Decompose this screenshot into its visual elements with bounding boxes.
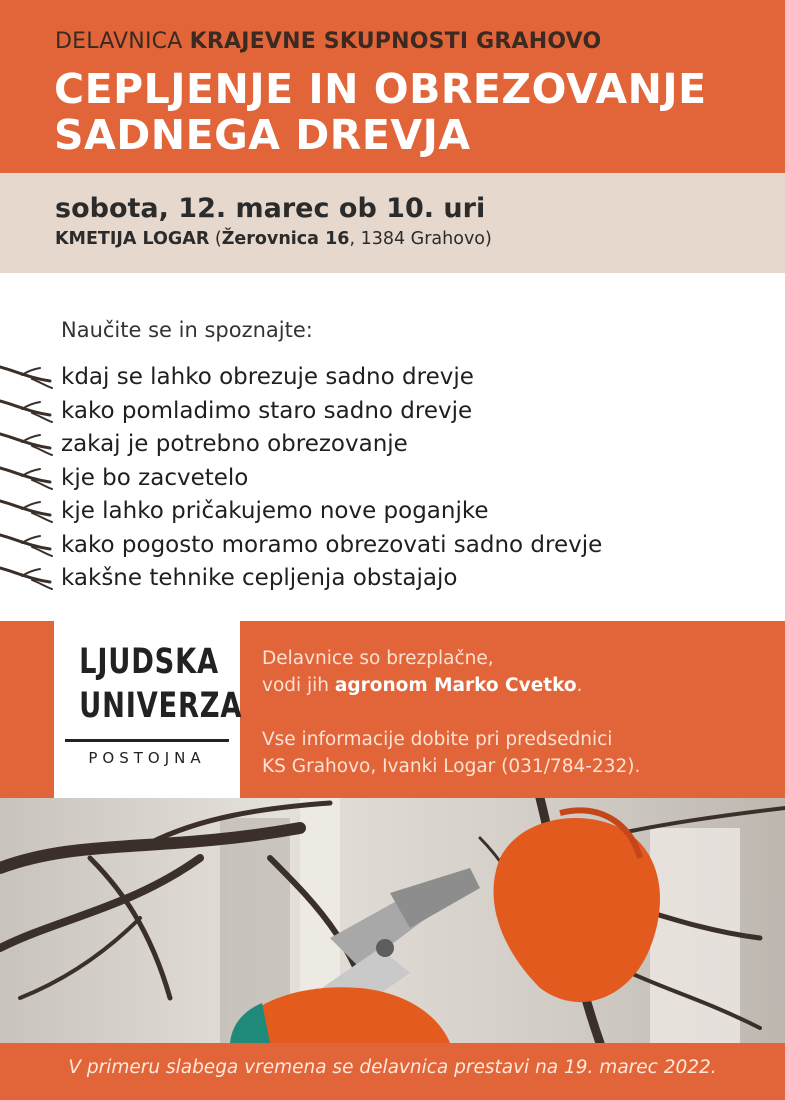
header-banner xyxy=(0,0,785,173)
learn-item-text: kako pomladimo staro sadno drevje xyxy=(61,397,473,424)
pruning-shears-photo xyxy=(0,798,785,1043)
branch-icon xyxy=(0,530,56,558)
logo-line-2: UNIVERZA xyxy=(79,686,243,726)
learn-item-text: kdaj se lahko obrezuje sadno drevje xyxy=(61,364,474,390)
branch-icon xyxy=(0,429,56,457)
venue-name: KMETIJA LOGAR xyxy=(55,229,210,249)
footer-band xyxy=(0,1043,785,1100)
street-address: Žerovnica 16 xyxy=(221,229,350,249)
photo-illustration xyxy=(0,798,785,1043)
info-leader-name: agronom Marko Cvetko xyxy=(334,675,577,696)
logo-line-1: LJUDSKA xyxy=(79,642,219,682)
info-contact-2: KS Grahovo, Ivanki Logar (031/784-232). xyxy=(262,756,641,777)
info-leader-post: . xyxy=(576,675,583,696)
date-band xyxy=(0,173,785,273)
branch-icon xyxy=(0,496,56,524)
page-title xyxy=(54,66,774,158)
info-free: Delavnice so brezplačne, xyxy=(262,648,494,669)
workshop-organizer xyxy=(55,29,601,54)
pre-title-organizer: KRAJEVNE SKUPNOSTI GRAHOVO xyxy=(189,29,602,54)
address-open: ( xyxy=(209,229,222,249)
list-item xyxy=(0,496,785,530)
weather-note: V primeru slabega vremena se delavnica prestavi na 19. marec 2022. xyxy=(68,1057,717,1078)
list-item xyxy=(0,530,785,564)
list-item xyxy=(0,362,785,396)
info-band xyxy=(0,621,785,798)
info-leader-pre: vodi jih xyxy=(262,675,335,696)
learn-item-text: kakšne tehnike cepljenja obstajajo xyxy=(61,565,458,591)
branch-icon xyxy=(0,563,56,591)
info-gap xyxy=(262,699,640,726)
branch-icon xyxy=(0,362,56,390)
branch-icon xyxy=(0,463,56,491)
ljudska-univerza-logo xyxy=(54,621,243,798)
list-item xyxy=(0,396,785,430)
logo-subtitle: POSTOJNA xyxy=(88,749,206,767)
branch-icon xyxy=(0,396,56,424)
list-item xyxy=(0,463,785,497)
list-item xyxy=(0,429,785,463)
event-place xyxy=(55,229,492,249)
learn-item-text: zakaj je potrebno obrezovanje xyxy=(61,431,408,457)
event-date: sobota, 12. marec ob 10. uri xyxy=(55,193,486,224)
info-text xyxy=(262,645,640,780)
learn-item-text: kako pogosto moramo obrezovati sadno drevje xyxy=(61,531,603,558)
learn-intro: Naučite se in spoznajte: xyxy=(61,318,313,342)
info-leader xyxy=(262,672,640,699)
postal-address: , 1384 Grahovo) xyxy=(349,229,492,249)
learn-list xyxy=(0,362,785,597)
list-item xyxy=(0,563,785,597)
title-line-2: SADNEGA DREVJA xyxy=(54,111,471,159)
pre-title-normal: DELAVNICA xyxy=(55,29,190,54)
info-contact-1: Vse informacije dobite pri predsednici xyxy=(262,729,613,750)
logo-rule xyxy=(65,739,229,742)
learn-item-text: kje bo zacvetelo xyxy=(61,464,249,491)
title-line-1: CEPLJENJE IN OBREZOVANJE xyxy=(54,65,707,113)
learn-item-text: kje lahko pričakujemo nove poganjke xyxy=(61,498,489,524)
